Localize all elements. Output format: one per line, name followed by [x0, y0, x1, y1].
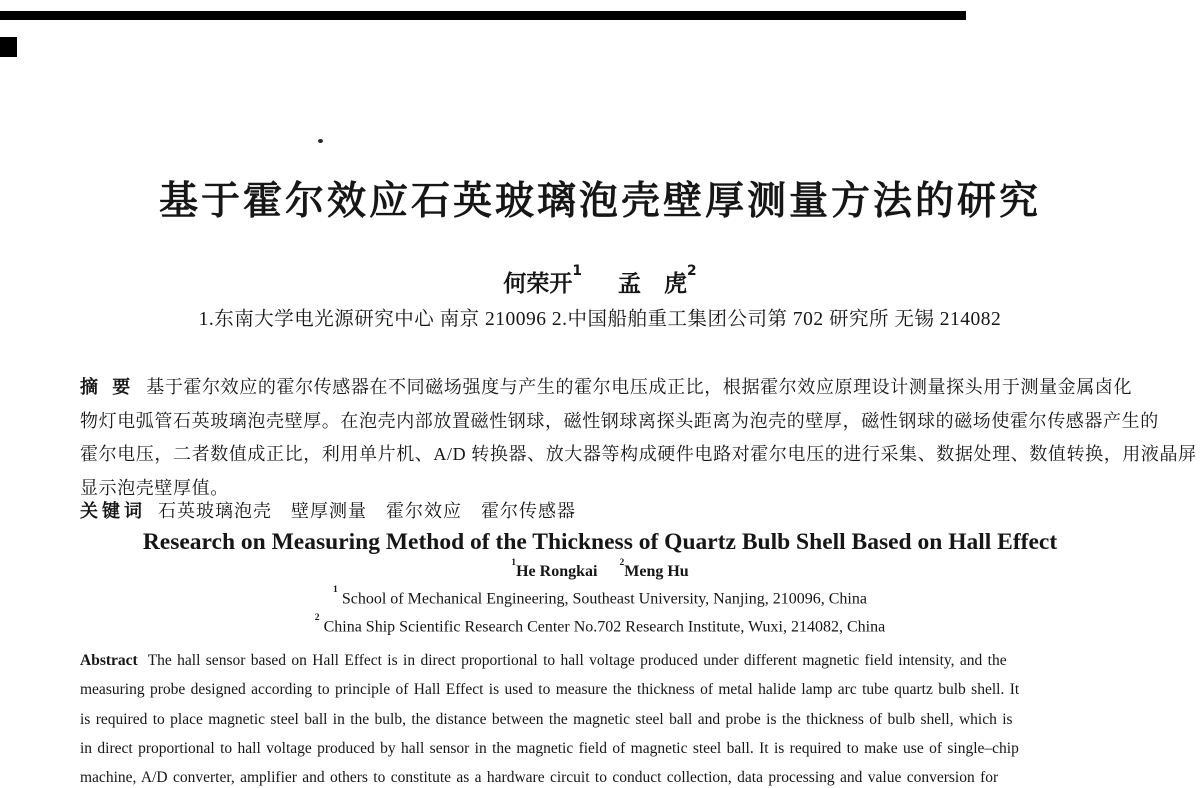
abstract-cn-line-1: [80, 371, 1133, 405]
affiliation-en-2-sup: 2: [314, 611, 320, 623]
author-en-1-sup: 1: [511, 556, 517, 568]
author-cn-2: [618, 262, 697, 297]
authors-en: [0, 556, 1200, 581]
abstract-en-line-5: machine, A/D converter, amplifier and others to constitute as a hardware circuit to conduct collection, data processing and value conversion for: [80, 769, 999, 787]
affiliation-en-1-text: School of Mechanical Engineering, Southeast University, Nanjing, 210096, China: [341, 590, 867, 608]
abstract-cn-line-1-text: 基于霍尔效应的霍尔传感器在不同磁场强度与产生的霍尔电压成正比，根据霍尔效应原理设计测量探头用于测量金属卤化: [146, 377, 1133, 397]
affiliation-en-2-text: China Ship Scientific Research Center No.702 Research Institute, Wuxi, 214082, China: [323, 618, 886, 636]
abstract-en-line-3: is required to place magnetic steel ball in the bulb, the distance between the magnetic steel ball and probe is the thickness of bulb shell, which is: [80, 710, 1013, 728]
abstract-cn-line-3: 霍尔电压，二者数值成正比，利用单片机、A/D 转换器、放大器等构成硬件电路对霍尔电压的进行采集、数据处理、数值转换，用液晶屏: [80, 444, 1197, 464]
author-en-2: [619, 556, 689, 581]
author-en-2-name: Meng Hu: [624, 563, 689, 581]
author-cn-2-name: 孟 虎: [618, 271, 687, 297]
abstract-cn-line-4: 显示泡壳壁厚值。: [80, 477, 229, 498]
keywords-cn: [80, 497, 1128, 523]
author-en-2-sup: 2: [619, 556, 625, 568]
abstract-cn-label: 摘 要: [80, 377, 135, 398]
scan-artifact-dot: [318, 139, 323, 143]
abstract-cn-line-2: 物灯电弧管石英玻璃泡壳壁厚。在泡壳内部放置磁性钢球，磁性钢球离探头距离为泡壳的壁厚，磁性钢球的磁场使霍尔传感器产生的: [80, 410, 1159, 431]
author-cn-1-sup: 1: [572, 262, 582, 279]
paper-title-en: Research on Measuring Method of the Thickness of Quartz Bulb Shell Based on Hall Effect: [142, 529, 1058, 555]
authors-cn: [0, 262, 1200, 298]
scan-artifact-left-block: [0, 37, 17, 57]
abstract-en-line-1-text: The hall sensor based on Hall Effect is in direct proportional to hall voltage produced under different magnetic field intensity, and the: [147, 652, 1007, 669]
affiliation-en-1-sup: 1: [333, 583, 338, 595]
abstract-en-label: Abstract: [80, 652, 138, 669]
keywords-terms: 石英玻璃泡壳 壁厚测量 霍尔效应 霍尔传感器: [158, 501, 576, 522]
paper-title-cn: 基于霍尔效应石英玻璃泡壳壁厚测量方法的研究: [158, 179, 1041, 224]
author-cn-1: [503, 262, 582, 297]
affiliation-cn: 1.东南大学电光源研究中心 南京 210096 2.中国船舶重工集团公司第 702 研究所 无锡 214082: [198, 309, 1002, 330]
abstract-en-line-1: [80, 646, 1118, 675]
keywords-label: 关键词: [80, 501, 146, 522]
affiliation-en-1: [0, 583, 1200, 608]
author-cn-2-sup: 2: [687, 262, 697, 279]
abstract-cn: [80, 371, 1197, 505]
author-en-1-name: He Rongkai: [516, 563, 598, 581]
scan-artifact-top-bar: [0, 11, 966, 20]
abstract-en-line-2: measuring probe designed according to principle of Hall Effect is used to measure the thickness of metal halide lamp arc tube quartz bulb shell. It: [80, 681, 1020, 699]
abstract-en: [80, 646, 1118, 788]
abstract-en-line-4: in direct proportional to hall voltage produced by hall sensor in the magnetic field of magnetic steel ball. It is required to make use of single–chip: [80, 739, 1019, 757]
author-cn-1-name: 何荣开: [503, 271, 573, 297]
affiliation-en-2: [0, 611, 1200, 636]
author-en-1: [511, 556, 598, 581]
